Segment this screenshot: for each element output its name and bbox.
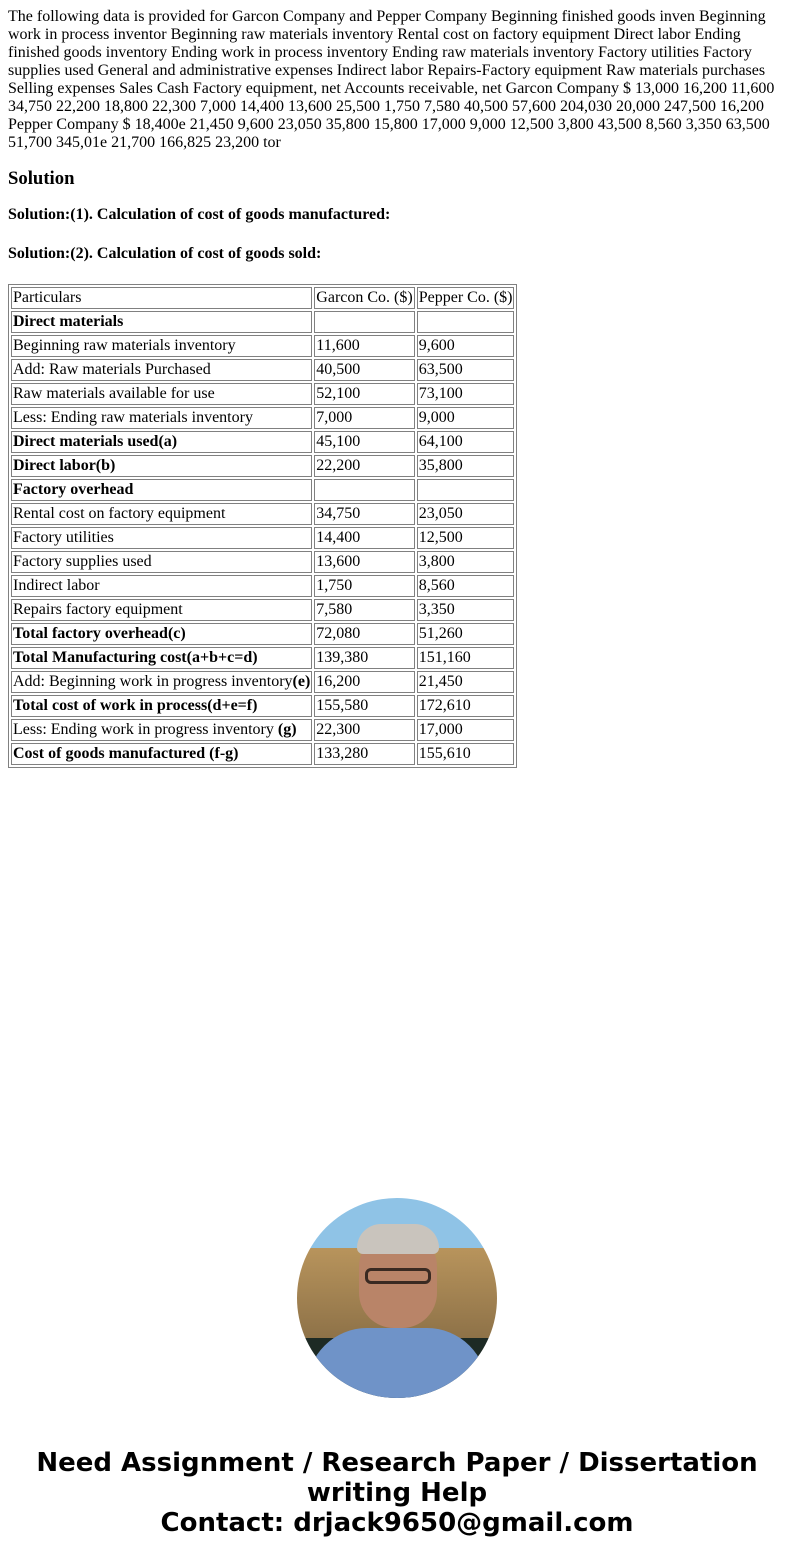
footer-ad	[8, 1448, 786, 1538]
row-label	[11, 431, 312, 453]
table-row	[11, 743, 514, 765]
avatar-hair	[357, 1224, 439, 1254]
row-label-text: Direct materials	[13, 313, 124, 330]
table-row	[11, 647, 514, 669]
cell-garcon: 7,580	[314, 599, 414, 621]
cell-pepper: 73,100	[417, 383, 515, 405]
table-row	[11, 599, 514, 621]
row-label	[11, 479, 312, 501]
problem-statement: The following data is provided for Garcon Company and Pepper Company Beginning finished goods inven Beginning work in process inventor Beginning raw materials inventory Rental cost on factory equipment Direct labor Ending finished goods inventory Ending work in process inventory Ending raw materials inventory Factory utilities Factory supplies used General and administrative expenses Indirect labor Repairs-Factory equipment Raw materials purchases Selling expenses Sales Cash Factory equipment, net Accounts receivable, net Garcon Company $ 13,000 16,200 11,600 34,750 22,200 18,800 22,300 7,000 14,400 13,600 25,500 1,750 7,580 40,500 57,600 204,030 20,000 247,500 16,200 Pepper Company $ 18,400e 21,450 9,600 23,050 35,800 15,800 17,000 9,000 12,500 3,800 43,500 8,560 3,350 63,500 51,700 345,01e 21,700 166,825 23,200 tor	[8, 8, 775, 151]
author-avatar	[297, 1198, 497, 1398]
cell-garcon: 1,750	[314, 575, 414, 597]
row-label	[11, 407, 312, 429]
cost-of-goods-manufactured-table	[8, 284, 517, 768]
row-label-text: Total factory overhead(c)	[13, 625, 186, 642]
table-row	[11, 671, 514, 693]
cell-garcon: 155,580	[314, 695, 414, 717]
header-garcon: Garcon Co. ($)	[314, 287, 414, 309]
row-label	[11, 599, 312, 621]
cell-garcon: 13,600	[314, 551, 414, 573]
cell-garcon: 72,080	[314, 623, 414, 645]
row-label	[11, 671, 312, 693]
cell-pepper: 9,600	[417, 335, 515, 357]
cell-pepper: 23,050	[417, 503, 515, 525]
row-label	[11, 527, 312, 549]
cell-garcon: 14,400	[314, 527, 414, 549]
row-label	[11, 311, 312, 333]
table-row	[11, 527, 514, 549]
cell-pepper: 63,500	[417, 359, 515, 381]
cell-garcon: 133,280	[314, 743, 414, 765]
cell-garcon	[314, 311, 414, 333]
avatar-shirt	[307, 1328, 487, 1398]
header-pepper: Pepper Co. ($)	[417, 287, 515, 309]
cell-garcon: 34,750	[314, 503, 414, 525]
row-label-text: Factory overhead	[13, 481, 134, 498]
row-label-text: Indirect labor	[13, 577, 100, 594]
table-row	[11, 503, 514, 525]
cell-pepper: 12,500	[417, 527, 515, 549]
table-row	[11, 335, 514, 357]
row-label	[11, 503, 312, 525]
cell-pepper: 172,610	[417, 695, 515, 717]
row-label	[11, 743, 312, 765]
row-label-text: Factory utilities	[13, 529, 114, 546]
row-label-text: Direct materials used(a)	[13, 433, 178, 450]
row-label-text: Raw materials available for use	[13, 385, 215, 402]
cell-garcon: 45,100	[314, 431, 414, 453]
table-row	[11, 575, 514, 597]
cell-garcon: 11,600	[314, 335, 414, 357]
row-label	[11, 575, 312, 597]
author-photo-container	[8, 1198, 786, 1398]
footer-help-text: Need Assignment / Research Paper / Dissertation writing Help	[36, 1448, 758, 1508]
row-label	[11, 455, 312, 477]
row-label-text: Less: Ending work in progress inventory	[13, 721, 278, 738]
row-label	[11, 551, 312, 573]
part1-heading: Solution:(1). Calculation of cost of goods manufactured:	[8, 206, 391, 223]
cell-pepper: 3,350	[417, 599, 515, 621]
row-label	[11, 383, 312, 405]
row-label	[11, 695, 312, 717]
row-label-text: Cost of goods manufactured (f-g)	[13, 745, 239, 762]
table-row	[11, 311, 514, 333]
cell-pepper: 17,000	[417, 719, 515, 741]
cell-pepper: 8,560	[417, 575, 515, 597]
row-label-text: Rental cost on factory equipment	[13, 505, 226, 522]
cell-pepper: 155,610	[417, 743, 515, 765]
table-row	[11, 383, 514, 405]
cell-pepper: 51,260	[417, 623, 515, 645]
table-row	[11, 551, 514, 573]
cell-pepper: 151,160	[417, 647, 515, 669]
row-label-text: Total Manufacturing cost(a+b+c=d)	[13, 649, 258, 666]
header-particulars: Particulars	[11, 287, 312, 309]
table-row	[11, 479, 514, 501]
avatar-glasses	[365, 1268, 431, 1284]
table-row	[11, 455, 514, 477]
cell-garcon: 16,200	[314, 671, 414, 693]
cell-garcon: 40,500	[314, 359, 414, 381]
row-label-text: Repairs factory equipment	[13, 601, 183, 618]
cell-garcon: 139,380	[314, 647, 414, 669]
cell-pepper	[417, 479, 515, 501]
cell-pepper	[417, 311, 515, 333]
row-label	[11, 359, 312, 381]
row-label-text: Add: Beginning work in progress inventory	[13, 673, 293, 690]
row-label	[11, 623, 312, 645]
table-row	[11, 695, 514, 717]
cell-pepper: 35,800	[417, 455, 515, 477]
cell-garcon: 22,200	[314, 455, 414, 477]
table-row	[11, 359, 514, 381]
row-label	[11, 719, 312, 741]
row-label-suffix: (g)	[277, 721, 297, 738]
row-label	[11, 647, 312, 669]
cell-pepper: 64,100	[417, 431, 515, 453]
table-row	[11, 431, 514, 453]
row-label-text: Add: Raw materials Purchased	[13, 361, 211, 378]
row-label	[11, 335, 312, 357]
cell-garcon	[314, 479, 414, 501]
cell-pepper: 21,450	[417, 671, 515, 693]
table-row	[11, 623, 514, 645]
solution-heading: Solution	[8, 168, 75, 189]
table-row	[11, 719, 514, 741]
table-row	[11, 407, 514, 429]
cell-garcon: 22,300	[314, 719, 414, 741]
footer-contact: Contact: drjack9650@gmail.com	[160, 1508, 634, 1538]
table-header-row	[11, 287, 514, 309]
cell-garcon: 7,000	[314, 407, 414, 429]
row-label-text: Beginning raw materials inventory	[13, 337, 236, 354]
row-label-text: Factory supplies used	[13, 553, 152, 570]
cell-pepper: 9,000	[417, 407, 515, 429]
cell-garcon: 52,100	[314, 383, 414, 405]
row-label-text: Less: Ending raw materials inventory	[13, 409, 253, 426]
row-label-text: Direct labor(b)	[13, 457, 116, 474]
row-label-text: Total cost of work in process(d+e=f)	[13, 697, 258, 714]
cell-pepper: 3,800	[417, 551, 515, 573]
row-label-suffix: (e)	[292, 673, 311, 690]
part2-heading: Solution:(2). Calculation of cost of goods sold:	[8, 245, 322, 262]
